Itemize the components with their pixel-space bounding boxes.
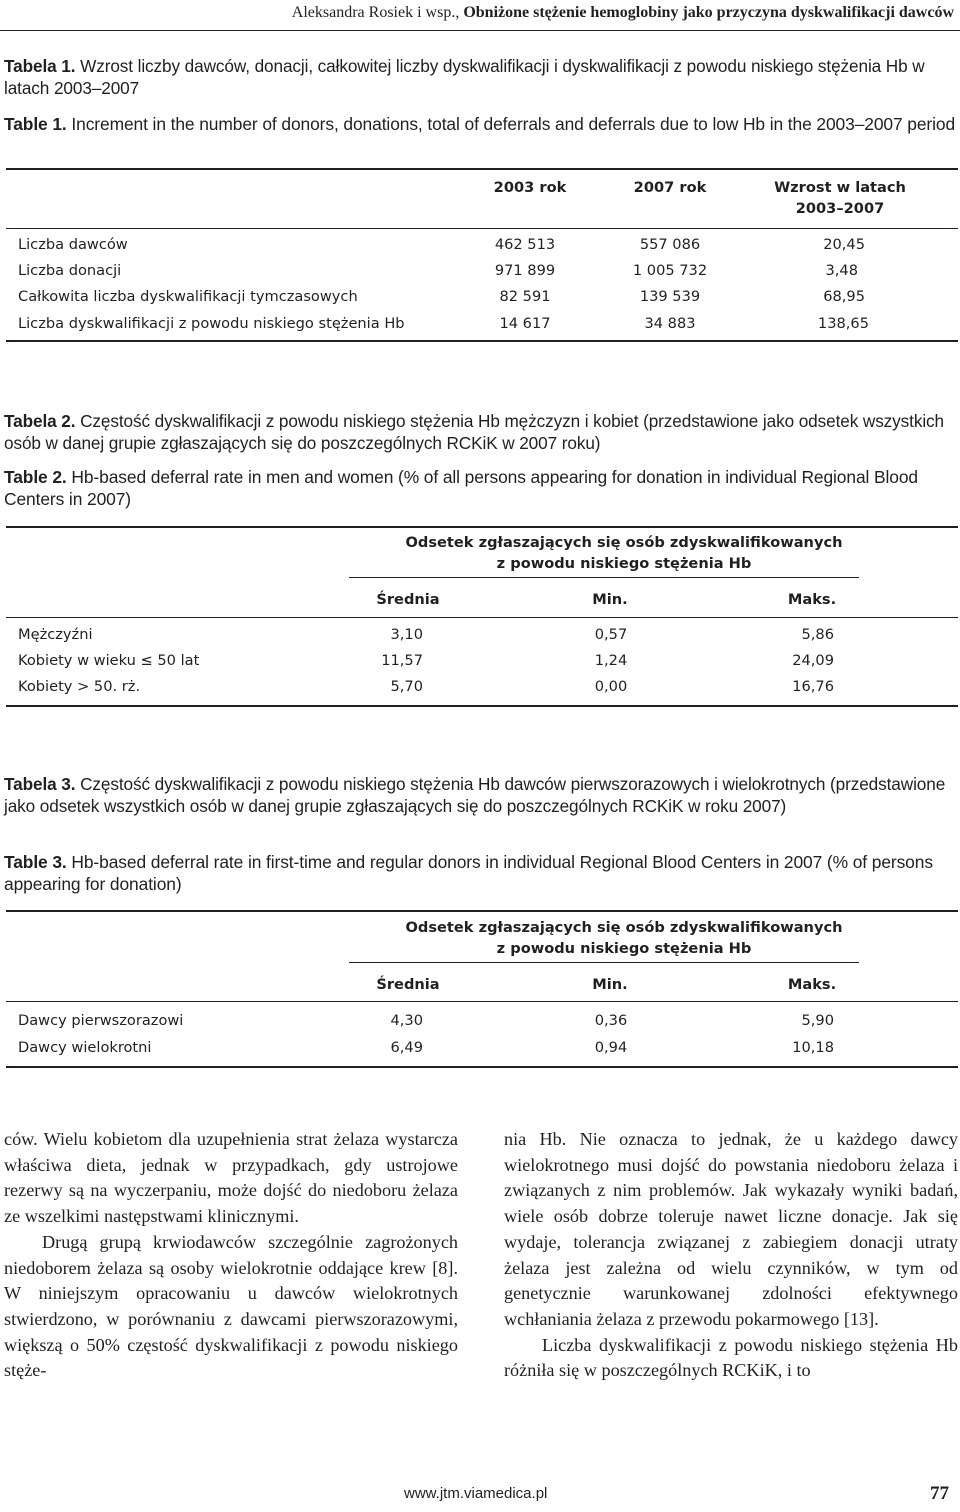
table1-caption-en	[4, 113, 956, 135]
table2-caption-pl	[4, 410, 956, 454]
table-cell: 24,09	[792, 652, 834, 669]
table1-top-rule	[6, 168, 958, 170]
table-row-label: Całkowita liczba dyskwalifikacji tymczasowych	[18, 288, 358, 305]
table-cell: 139 539	[639, 288, 701, 305]
table-cell: 1 005 732	[632, 262, 708, 279]
table-cell: 82 591	[499, 288, 551, 305]
table2-label-pl: Tabela 2.	[4, 411, 76, 431]
body-paragraph: nia Hb. Nie oznacza to jednak, że u każdego dawcy wielokrotnego musi dojść do powstania niedoboru żelaza i związanych z nim problemów. Jak wykazały wyniki badań, wiele osób dobrze toleruje nawet liczne donacje. Jak się wydaje, tolerancja związanej z zabiegiem donacji utraty żelaza jest zależna od wielu czynników, w tym od genetycznie warunkowanej zdolności efektywnego wchłaniania żelaza z przewodu pokarmowego [13].	[504, 1129, 958, 1329]
page-number: 77	[930, 1483, 949, 1504]
table-cell: 34 883	[644, 315, 696, 332]
body-right-column	[504, 1127, 958, 1384]
table-cell: 0,94	[594, 1039, 628, 1056]
table2-caption-en	[4, 466, 956, 510]
table-row-label: Liczba donacji	[18, 262, 122, 279]
table-cell: 1,24	[594, 652, 628, 669]
table-row-label: Liczba dawców	[18, 236, 128, 253]
table3-label-pl: Tabela 3.	[4, 774, 76, 794]
table-cell: 6,49	[390, 1039, 423, 1056]
table-cell: 971 899	[494, 262, 556, 279]
table3-caption-en	[4, 851, 956, 895]
table-row-label: Dawcy pierwszorazowi	[18, 1012, 184, 1029]
body-paragraph: ców. Wielu kobietom dla uzupełnienia strat żelaza wystarcza właściwa dieta, jednak w przypadkach, gdy ustrojowe rezerwy są na wyczerpaniu, może dojść do niedoboru żelaza ze wszelkimi następstwami klinicznymi.	[4, 1129, 458, 1227]
table-cell: 5,70	[390, 678, 423, 695]
body-paragraph: Liczba dyskwalifikacji z powodu niskiego stężenia Hb różniła się w poszczególnych RCKiK, i to	[504, 1334, 958, 1381]
table3-top-rule	[6, 910, 958, 912]
table3-group-header: Odsetek zgłaszających się osób zdyskwalifikowanych	[405, 919, 843, 936]
table3-group-header-2: z powodu niskiego stężenia Hb	[496, 940, 752, 957]
table3-bottom-rule	[6, 1066, 958, 1068]
table-cell: 4,30	[390, 1012, 423, 1029]
table3-label-en: Table 3.	[4, 852, 67, 872]
table-row-label: Mężczyźni	[18, 626, 93, 643]
table1-header-increase-years: 2003–2007	[795, 200, 885, 217]
table-cell: 16,76	[792, 678, 834, 695]
table2-group-header: Odsetek zgłaszających się osób zdyskwalifikowanych	[405, 534, 843, 551]
table1-label-pl: Tabela 1.	[4, 56, 76, 76]
table2-header-mean: Średnia	[376, 591, 440, 608]
table-row-label: Kobiety w wieku ≤ 50 lat	[18, 652, 200, 669]
table2-top-rule	[6, 526, 958, 528]
table1-header-rule	[6, 228, 958, 229]
table2-header-rule	[6, 617, 958, 618]
table-cell: 138,65	[817, 315, 869, 332]
table-cell: 3,48	[825, 262, 858, 279]
running-head-title: Obniżone stężenie hemoglobiny jako przyczyna dyskwalifikacji dawców	[463, 4, 954, 21]
table-cell: 10,18	[792, 1039, 834, 1056]
body-paragraph: Drugą grupą krwiodawców szczególnie zagrożonych niedoborem żelaza są osoby wielokrotnie oddające krew [8]. W niniejszym opracowaniu u dawców wielokrotnych stwierdzono, w porównaniu z dawcami pierwszorazowymi, większą o 50% częstość dyskwalifikacji z powodu niskiego stęże-	[4, 1231, 458, 1381]
table2-caption-en-text: Hb-based deferral rate in men and women (% of all persons appearing for donation in individual Regional Blood Centers in 2007)	[4, 467, 918, 509]
table2-bottom-rule	[6, 705, 958, 707]
table-cell: 0,57	[594, 626, 628, 643]
table-row-label: Dawcy wielokrotni	[18, 1039, 152, 1056]
table3-caption-pl-text: Częstość dyskwalifikacji z powodu niskiego stężenia Hb dawców pierwszorazowych i wielokrotnych (przedstawione jako odsetek wszystkich osób w danej grupie zgłaszających się do poszczególnych RCKiK w roku 2007)	[4, 774, 946, 816]
table2-header-min: Min.	[592, 591, 628, 608]
table-cell: 14 617	[499, 315, 551, 332]
table-cell: 3,10	[390, 626, 423, 643]
body-left-column	[4, 1127, 458, 1384]
table1-header-2007: 2007 rok	[633, 179, 707, 196]
table-cell: 462 513	[494, 236, 556, 253]
table3-header-max: Maks.	[787, 976, 837, 993]
table1-bottom-rule	[6, 340, 958, 342]
table2-group-rule	[349, 577, 859, 578]
header-rule	[0, 30, 960, 31]
table-cell: 557 086	[639, 236, 701, 253]
table-cell: 0,00	[594, 678, 628, 695]
table-cell: 20,45	[823, 236, 865, 253]
table3-caption-pl	[4, 773, 956, 817]
table1-caption-pl	[4, 55, 956, 99]
table1-caption-en-text: Increment in the number of donors, donations, total of deferrals and deferrals due to low Hb in the 2003–2007 period	[71, 114, 956, 134]
table3-group-rule	[349, 962, 859, 963]
table1-header-increase: Wzrost w latach	[774, 179, 906, 196]
running-head	[292, 4, 954, 22]
table3-header-min: Min.	[592, 976, 628, 993]
table1-caption-pl-text: Wzrost liczby dawców, donacji, całkowitej liczby dyskwalifikacji i dyskwalifikacji z powodu niskiego stężenia Hb w latach 2003–2007	[4, 56, 925, 98]
table-cell: 5,90	[801, 1012, 834, 1029]
table-cell: 11,57	[381, 652, 423, 669]
table-cell: 5,86	[801, 626, 834, 643]
running-head-authors: Aleksandra Rosiek i wsp.,	[291, 4, 460, 21]
table2-label-en: Table 2.	[4, 467, 67, 487]
table-row-label: Kobiety > 50. rż.	[18, 678, 141, 695]
table-cell: 0,36	[594, 1012, 628, 1029]
table3-caption-en-text: Hb-based deferral rate in first-time and regular donors in individual Regional Blood Centers in 2007 (% of persons appearing for donation)	[4, 852, 933, 894]
table1-header-2003: 2003 rok	[493, 179, 567, 196]
table1-label-en: Table 1.	[4, 114, 67, 134]
table-row-label: Liczba dyskwalifikacji z powodu niskiego stężenia Hb	[18, 315, 405, 332]
table-cell: 68,95	[823, 288, 865, 305]
table2-group-header-2: z powodu niskiego stężenia Hb	[496, 555, 752, 572]
table2-header-max: Maks.	[787, 591, 837, 608]
table3-header-mean: Średnia	[376, 976, 440, 993]
table3-header-rule	[6, 1001, 958, 1002]
table2-caption-pl-text: Częstość dyskwalifikacji z powodu niskiego stężenia Hb mężczyzn i kobiet (przedstawione jako odsetek wszystkich osób w danej grupie zgłaszających się do poszczególnych RCKiK w 2007 roku)	[4, 411, 945, 453]
footer-url: www.jtm.viamedica.pl	[404, 1485, 548, 1502]
